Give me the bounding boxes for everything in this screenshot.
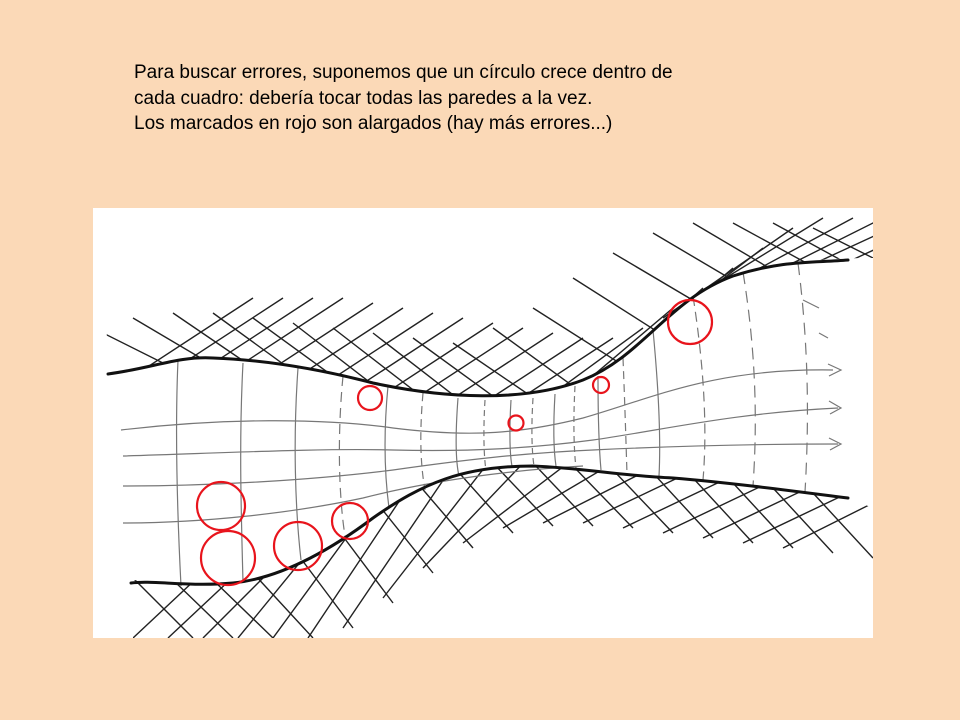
top-hatching xyxy=(93,218,873,423)
marker-circle xyxy=(201,531,255,585)
caption-line-2: cada cuadro: debería tocar todas las paredes a la vez. xyxy=(134,87,593,109)
marker-circle xyxy=(668,300,712,344)
flow-net-sketch xyxy=(93,208,873,638)
marker-circle xyxy=(197,482,245,530)
caption-line-1: Para buscar errores, suponemos que un círculo crece dentro de xyxy=(134,62,673,83)
flow-net-svg xyxy=(93,208,873,638)
caption-line-3: Los marcados en rojo son alargados (hay más errores...) xyxy=(134,113,613,134)
flow-net-grid xyxy=(121,263,841,586)
marker-circle xyxy=(509,416,524,431)
bottom-hatching xyxy=(133,458,873,638)
caption-text xyxy=(134,60,854,137)
marker-circle xyxy=(358,386,382,410)
top-wall xyxy=(108,260,848,396)
marker-circle xyxy=(593,377,609,393)
